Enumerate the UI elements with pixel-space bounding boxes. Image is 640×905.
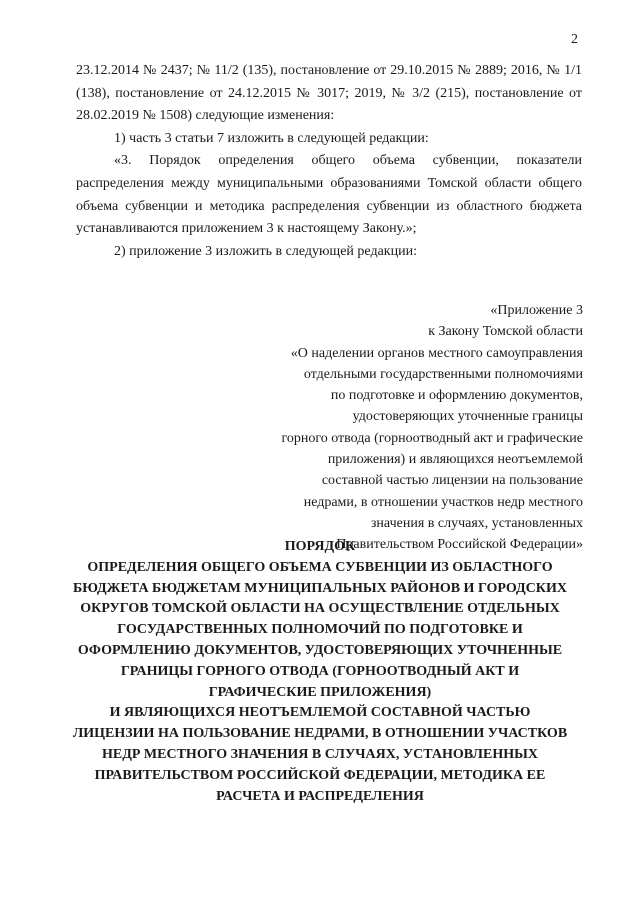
appendix-line: удостоверяющих уточненные границы [352,409,583,425]
order-title-line: ГРАФИЧЕСКИЕ ПРИЛОЖЕНИЯ) [208,684,432,700]
order-title-line: ЛИЦЕНЗИИ НА ПОЛЬЗОВАНИЕ НЕДРАМИ, В ОТНОШЕНИИ УЧАСТКОВ [72,726,568,742]
appendix-line: составной частью лицензии на пользование [321,473,583,489]
order-title-line: ПОРЯДОК [284,539,356,554]
appendix-line: значения в случаях, установленных [370,515,583,531]
amendment-item-1: 1) часть 3 статьи 7 изложить в следующей редакции: [114,130,429,146]
appendix-line: «Приложение 3 [490,303,583,318]
appendix-line: по подготовке и оформлению документов, [330,388,583,404]
order-title-line: РАСЧЕТА И РАСПРЕДЕЛЕНИЯ [216,788,424,804]
appendix-header [253,300,583,556]
amendment-item-2: 2) приложение 3 изложить в следующей редакции: [114,243,417,259]
appendix-line: приложения) и являющихся неотъемлемой [327,452,583,468]
order-title-line: ОПРЕДЕЛЕНИЯ ОБЩЕГО ОБЪЕМА СУБВЕНЦИИ ИЗ ОБЛАСТНОГО [87,559,553,575]
appendix-line: «О наделении органов местного самоуправления [290,345,583,361]
order-title-line: ОФОРМЛЕНИЮ ДОКУМЕНТОВ, УДОСТОВЕРЯЮЩИХ УТОЧНЕННЫЕ [77,642,563,658]
appendix-line: горного отвода (горноотводный акт и графические [281,430,583,446]
intro-paragraph: 23.12.2014 № 2437; № 11/2 (135), постановление от 29.10.2015 № 2889; 2016, № 1/1 (138), постановление от 24.12.2015 № 3017; 2019, № 3/2 (215), постановление от 28.02.2019 № 1508) следующие изменения: [76,63,582,124]
quoted-amendment-paragraph: «3. Порядок определения общего объема субвенции, показатели распределения между муниципальными образованиями Томской области общего объема субвенции и методика распределения субвенции из областного бюджета устанавливаются приложением 3 к настоящему Закону.»; [76,153,582,237]
order-title-line: ГРАНИЦЫ ГОРНОГО ОТВОДА (ГОРНООТВОДНЫЙ АКТ И [120,663,520,679]
order-title-line: ПРАВИТЕЛЬСТВОМ РОССИЙСКОЙ ФЕДЕРАЦИИ, МЕТОДИКА ЕЕ [94,767,546,783]
order-title-line: ОКРУГОВ ТОМСКОЙ ОБЛАСТИ НА ОСУЩЕСТВЛЕНИЕ ОТДЕЛЬНЫХ [80,601,560,617]
page-number: 2 [571,32,578,47]
order-title-line: ГОСУДАРСТВЕННЫХ ПОЛНОМОЧИЙ ПО ПОДГОТОВКЕ И [117,622,523,638]
order-title [60,537,580,807]
document-body [76,60,582,263]
appendix-line: Правительством Российской Федерации» [336,537,583,553]
appendix-line: к Закону Томской области [428,324,583,340]
appendix-line: отдельными государственными полномочиями [303,366,583,382]
order-title-line: НЕДР МЕСТНОГО ЗНАЧЕНИЯ В СЛУЧАЯХ, УСТАНОВЛЕННЫХ [102,746,538,762]
appendix-line: недрами, в отношении участков недр местного [303,494,583,510]
order-title-line: БЮДЖЕТА БЮДЖЕТАМ МУНИЦИПАЛЬНЫХ РАЙОНОВ И ГОРОДСКИХ [73,580,567,596]
order-title-line: И ЯВЛЯЮЩИХСЯ НЕОТЪЕМЛЕМОЙ СОСТАВНОЙ ЧАСТЬЮ [109,705,531,721]
